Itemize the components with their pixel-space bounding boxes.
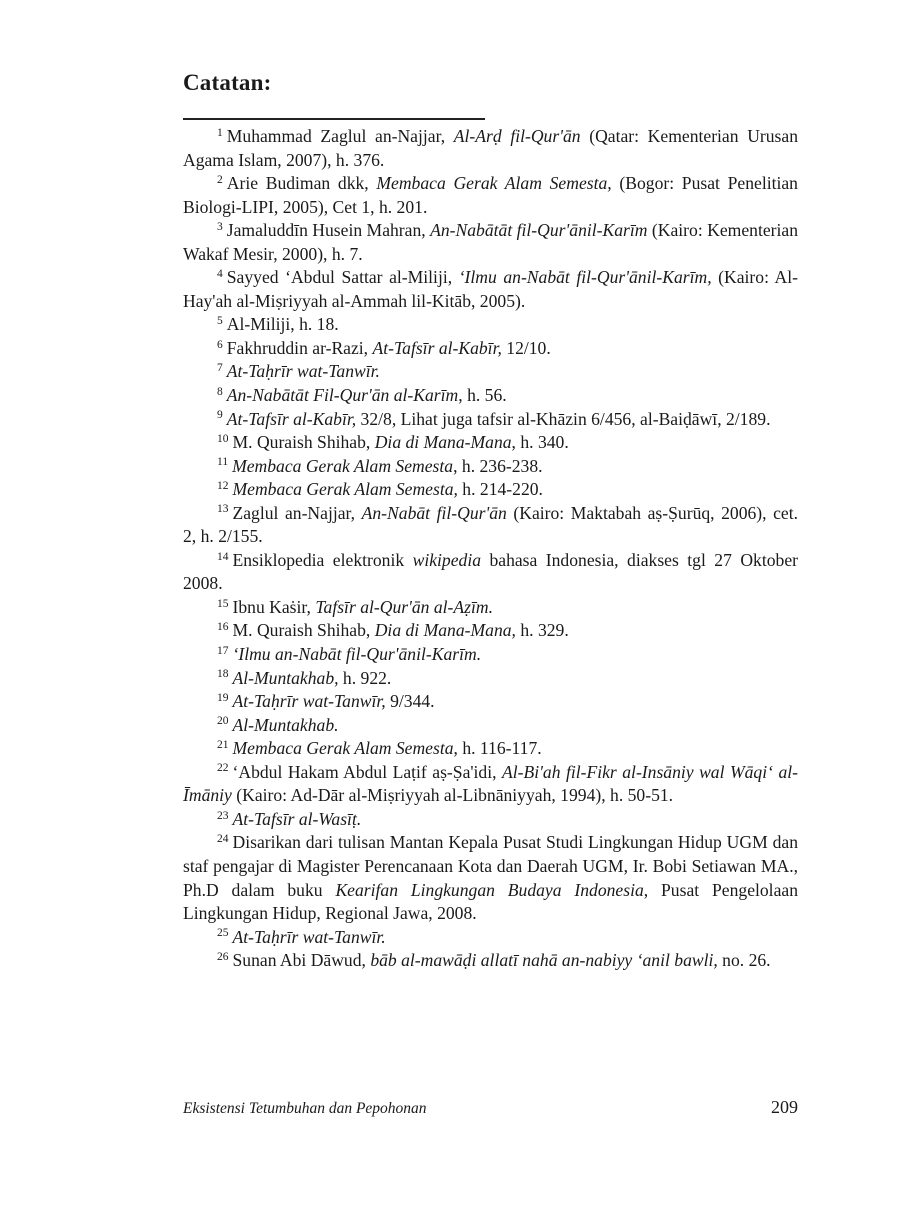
endnote-text: Sayyed ‘Abdul Sattar al-Miliji, bbox=[226, 267, 459, 288]
endnote-number: 22 bbox=[217, 762, 229, 775]
endnote-title-italic: An-Nabātāt Fil-Qur'ān al-Karīm bbox=[226, 385, 459, 406]
endnote-number: 24 bbox=[217, 833, 229, 846]
endnote-text: (Kairo: Maktabah aṣ-Ṣurūq, 2006), cet. 2, h. 2/155. bbox=[183, 502, 799, 547]
endnote-9 bbox=[183, 408, 798, 432]
endnote-19 bbox=[183, 690, 798, 714]
endnote-number: 3 bbox=[217, 220, 223, 233]
endnote-15 bbox=[183, 596, 798, 620]
endnote-text: Arie Budiman dkk, bbox=[226, 173, 377, 194]
endnote-title-italic: An-Nabāt fil-Qur'ān bbox=[361, 502, 507, 523]
endnote-title-italic: wikipedia bbox=[412, 549, 482, 570]
endnote-text: , h. 56. bbox=[458, 385, 507, 406]
endnote-20 bbox=[183, 714, 798, 738]
endnote-13 bbox=[183, 502, 798, 549]
endnote-number: 12 bbox=[217, 479, 229, 492]
endnotes-list bbox=[183, 125, 798, 973]
endnote-23 bbox=[183, 808, 798, 832]
endnote-text: M. Quraish Shihab, bbox=[232, 432, 375, 453]
endnote-text: Ibnu Kaṡir, bbox=[232, 596, 316, 617]
endnote-21 bbox=[183, 737, 798, 761]
endnote-text: Al-Miliji, h. 18. bbox=[226, 314, 339, 335]
endnote-24 bbox=[183, 831, 798, 925]
endnote-text: M. Quraish Shihab, bbox=[232, 620, 375, 641]
endnote-title-italic: Dia di Mana-Mana bbox=[374, 432, 512, 453]
endnote-text: Sunan Abi Dāwud, bbox=[232, 950, 371, 971]
endnote-text: , Pusat Pengelolaan Lingkungan Hidup, Regional Jawa, 2008. bbox=[183, 879, 798, 924]
endnote-number: 8 bbox=[217, 385, 223, 398]
endnote-title-italic: At-Tafsīr al-Wasīṭ. bbox=[232, 808, 362, 829]
endnote-17 bbox=[183, 643, 798, 667]
endnote-14 bbox=[183, 549, 798, 596]
endnote-number: 25 bbox=[217, 927, 229, 940]
endnote-number: 9 bbox=[217, 409, 223, 422]
endnote-number: 1 bbox=[217, 126, 223, 139]
endnote-text: bahasa Indonesia, diakses tgl 27 Oktober 2008. bbox=[183, 549, 798, 594]
endnote-number: 2 bbox=[217, 173, 223, 186]
endnote-text: , no. 26. bbox=[713, 950, 771, 971]
endnote-title-italic: Al-Muntakhab, bbox=[232, 667, 339, 688]
endnote-text: , h. 116-117. bbox=[453, 738, 542, 759]
endnote-18 bbox=[183, 667, 798, 691]
endnote-text: (Kairo: Ad-Dār al-Miṣriyyah al-Libnāniyyah, 1994), h. 50-51. bbox=[231, 785, 674, 806]
endnote-number: 19 bbox=[217, 691, 229, 704]
endnote-11 bbox=[183, 455, 798, 479]
endnote-text: h. 922. bbox=[338, 667, 392, 688]
endnote-number: 7 bbox=[217, 362, 223, 375]
endnote-text: 12/10. bbox=[501, 337, 551, 358]
endnote-number: 21 bbox=[217, 738, 229, 751]
running-footer-title: Eksistensi Tetumbuhan dan Pepohonan bbox=[183, 1100, 427, 1117]
endnote-text: (Kairo: Kementerian Wakaf Mesir, 2000), h. 7. bbox=[183, 220, 798, 264]
endnote-text: 32/8, Lihat juga tafsir al-Khāzin 6/456, al-Baiḍāwī, 2/189. bbox=[356, 408, 771, 429]
endnote-title-italic: Membaca Gerak Alam Semesta bbox=[232, 738, 454, 759]
endnote-4 bbox=[183, 266, 798, 313]
endnote-16 bbox=[183, 619, 798, 643]
endnote-22 bbox=[183, 761, 798, 808]
endnote-text: ‘Abdul Hakam Abdul Laṭif aṣ-Ṣa'idi, bbox=[232, 761, 502, 782]
endnote-title-italic: bāb al-mawāḍi allatī nahā an-nabiyy ‘anil bawli bbox=[370, 950, 714, 971]
endnote-1 bbox=[183, 125, 798, 172]
endnote-number: 18 bbox=[217, 668, 229, 681]
endnote-text: h. 214-220. bbox=[457, 479, 543, 500]
endnote-title-italic: Al-Bi'ah fil-Fikr al-Insāniy wal Wāqi‘ al-Īmāniy bbox=[183, 761, 798, 806]
endnote-text: Disarikan dari tulisan Mantan Kepala Pusat Studi Lingkungan Hidup UGM dan staf pengajar di Magister Perencanaan Kota dan Daerah UGM, Ir. Bobi Setiawan MA., Ph.D dalam buku bbox=[183, 832, 798, 900]
endnote-title-italic: Kearifan Lingkungan Budaya Indonesia bbox=[335, 879, 644, 900]
endnote-title-italic: At-Taḥrīr wat-Tanwīr. bbox=[226, 361, 380, 382]
endnote-title-italic: Membaca Gerak Alam Semesta, bbox=[232, 479, 458, 500]
endnote-25 bbox=[183, 926, 798, 950]
page-number: 209 bbox=[771, 1097, 798, 1117]
endnote-number: 15 bbox=[217, 597, 229, 610]
endnote-number: 4 bbox=[217, 267, 223, 280]
endnote-5 bbox=[183, 313, 798, 337]
endnote-number: 26 bbox=[217, 950, 229, 963]
endnote-text: (Kairo: Al-Hay'ah al-Miṣriyyah al-Ammah lil-Kitāb, 2005). bbox=[183, 267, 799, 311]
endnote-number: 23 bbox=[217, 809, 229, 822]
endnote-title-italic: Al-Muntakhab. bbox=[232, 714, 339, 735]
endnote-number: 11 bbox=[217, 456, 229, 469]
endnote-title-italic: Dia di Mana-Mana, bbox=[374, 620, 516, 641]
endnote-title-italic: At-Taḥrīr wat-Tanwīr, bbox=[232, 691, 386, 712]
page-heading: Catatan: bbox=[183, 70, 272, 95]
endnote-text: , h. 236-238. bbox=[453, 455, 543, 476]
endnote-text: 9/344. bbox=[385, 691, 435, 712]
endnote-text: Muhammad Zaglul an-Najjar, bbox=[226, 126, 454, 146]
endnote-text: , h. 340. bbox=[511, 432, 569, 453]
endnote-text: Zaglul an-Najjar, bbox=[232, 502, 362, 523]
endnote-26 bbox=[183, 949, 798, 973]
endnote-title-italic: At-Tafsīr al-Kabīr, bbox=[226, 408, 357, 429]
endnote-title-italic: At-Tafsīr al-Kabīr, bbox=[372, 337, 502, 358]
endnote-title-italic: Tafsīr al-Qur'ān al-Aẓīm. bbox=[315, 596, 493, 617]
endnote-number: 6 bbox=[217, 338, 223, 351]
endnote-text: Ensiklopedia elektronik bbox=[232, 549, 413, 570]
footnote-divider bbox=[183, 118, 485, 120]
endnote-title-italic: ‘Ilmu an-Nabāt fil-Qur'ānil-Karīm, bbox=[458, 267, 712, 288]
endnote-number: 20 bbox=[217, 715, 229, 728]
endnote-2 bbox=[183, 172, 798, 219]
endnote-title-italic: Membaca Gerak Alam Semesta bbox=[232, 455, 454, 476]
endnote-number: 14 bbox=[217, 550, 229, 563]
endnote-10 bbox=[183, 431, 798, 455]
endnote-text: Jamaluddīn Husein Mahran, bbox=[226, 220, 431, 241]
endnote-title-italic: At-Taḥrīr wat-Tanwīr. bbox=[232, 926, 386, 947]
endnote-6 bbox=[183, 337, 798, 361]
endnote-text: h. 329. bbox=[515, 620, 569, 641]
endnote-number: 5 bbox=[217, 315, 223, 328]
endnote-7 bbox=[183, 360, 798, 384]
endnote-title-italic: Membaca Gerak Alam Semesta, bbox=[376, 173, 612, 194]
endnote-title-italic: Al-Arḍ fil-Qur'ān bbox=[453, 126, 581, 146]
endnote-text: Fakhruddin ar-Razi, bbox=[226, 337, 373, 358]
endnote-text: (Bogor: Pusat Penelitian Biologi-LIPI, 2005), Cet 1, h. 201. bbox=[183, 173, 798, 217]
endnote-number: 13 bbox=[217, 503, 229, 516]
endnote-title-italic: ‘Ilmu an-Nabāt fil-Qur'ānil-Karīm. bbox=[232, 644, 482, 665]
endnote-number: 16 bbox=[217, 621, 229, 634]
endnote-number: 17 bbox=[217, 644, 229, 657]
endnote-number: 10 bbox=[217, 432, 229, 445]
endnote-8 bbox=[183, 384, 798, 408]
endnote-3 bbox=[183, 219, 798, 266]
endnote-12 bbox=[183, 478, 798, 502]
endnote-title-italic: An-Nabātāt fil-Qur'ānil-Karīm bbox=[430, 220, 648, 241]
endnote-text: (Qatar: Kementerian Urusan Agama Islam, 2007), h. 376. bbox=[183, 126, 799, 170]
